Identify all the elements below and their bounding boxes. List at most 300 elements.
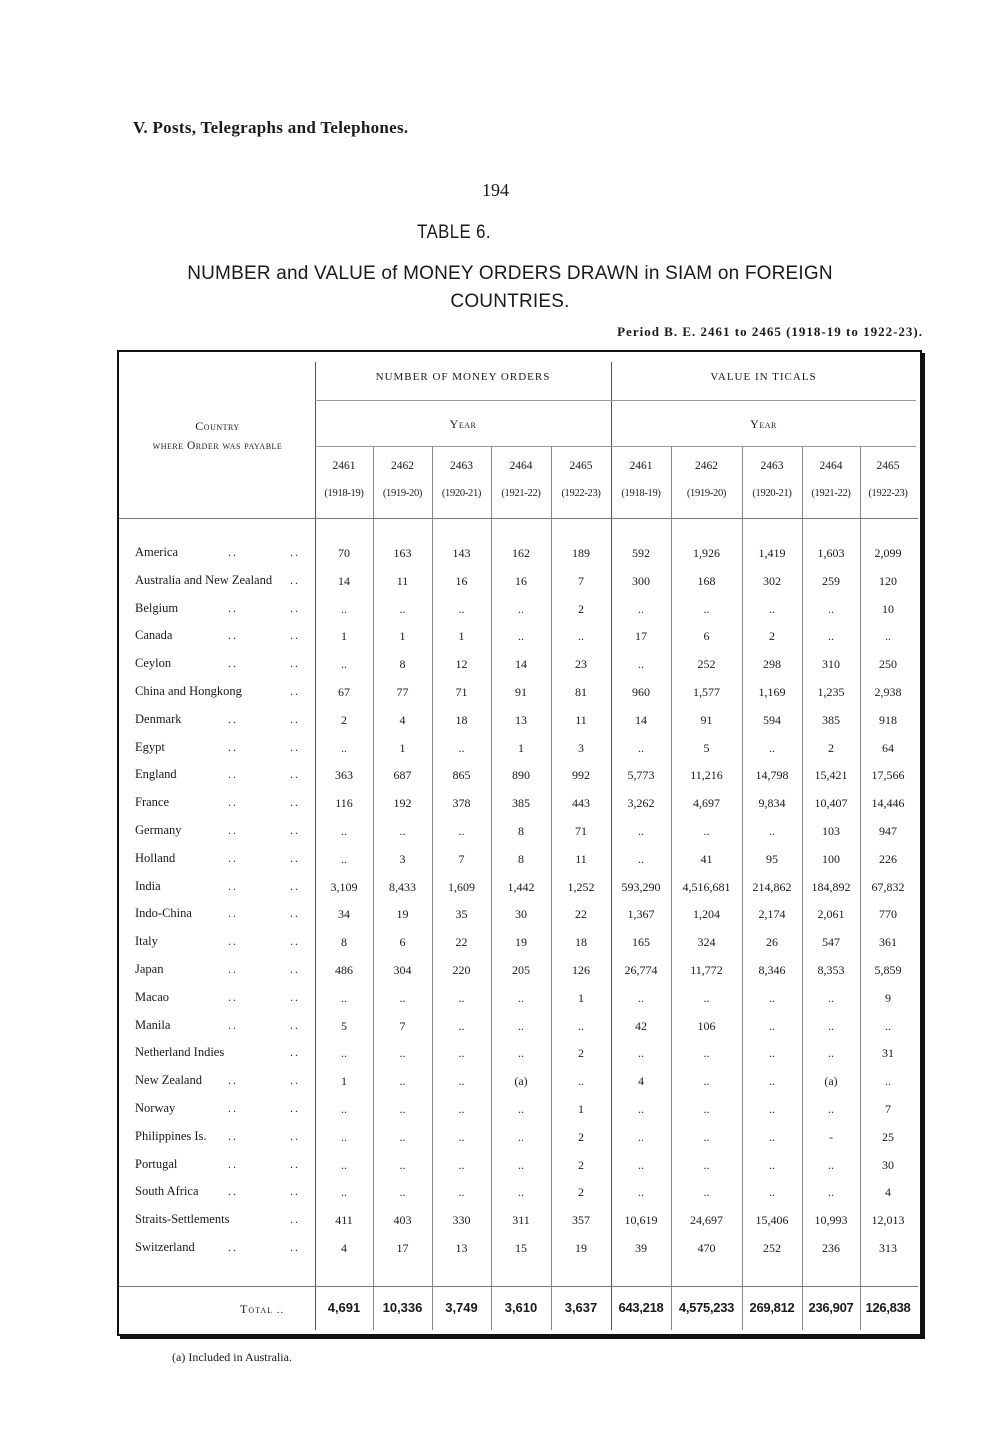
value-cell: 168 bbox=[697, 573, 716, 588]
row-country: New Zealand bbox=[135, 1073, 202, 1088]
value-cell: 1,603 bbox=[817, 546, 845, 560]
number-cell: .. bbox=[518, 629, 524, 644]
table-row bbox=[0, 851, 991, 879]
header-rule-bottom bbox=[119, 518, 918, 519]
number-cell: 8 bbox=[341, 935, 347, 950]
value-cell: 42 bbox=[635, 1018, 647, 1033]
number-cell: 443 bbox=[572, 796, 590, 811]
value-cell: 259 bbox=[822, 573, 840, 588]
header-rule-groups bbox=[315, 400, 916, 401]
number-cell: .. bbox=[518, 1018, 524, 1033]
row-leader-dots: .. bbox=[290, 1101, 300, 1115]
row-leader-dots: .. bbox=[290, 989, 300, 1004]
table-row bbox=[0, 990, 991, 1018]
value-cell: 5,773 bbox=[627, 768, 655, 783]
row-leader-dots: .. bbox=[228, 934, 238, 949]
total-rule bbox=[119, 1286, 918, 1287]
value-cell: 95 bbox=[766, 851, 778, 866]
row-leader-dots: .. bbox=[290, 767, 300, 782]
value-cell: 310 bbox=[822, 657, 840, 672]
value-cell: .. bbox=[703, 824, 710, 838]
period-header-number-2: (1919-20) bbox=[382, 488, 423, 499]
value-cell: .. bbox=[769, 1074, 775, 1089]
value-cell: 10,619 bbox=[624, 1213, 658, 1228]
number-cell: .. bbox=[578, 1018, 584, 1033]
number-cell: .. bbox=[518, 601, 524, 616]
number-cell: .. bbox=[341, 1129, 347, 1144]
table-row bbox=[0, 795, 991, 823]
country-header-line-1: Country bbox=[195, 419, 240, 433]
number-cell: 11 bbox=[396, 573, 409, 588]
value-cell: 100 bbox=[822, 851, 840, 866]
number-cell: 23 bbox=[575, 657, 587, 672]
year-header-number-1: 2461 bbox=[332, 460, 356, 472]
number-cell: .. bbox=[518, 1157, 524, 1172]
period-header-value-5: (1922-23) bbox=[868, 488, 908, 499]
table-row bbox=[0, 740, 991, 768]
year-header-value-5: 2465 bbox=[876, 460, 900, 472]
value-cell: 7 bbox=[885, 1102, 891, 1116]
row-country: Macao bbox=[135, 989, 170, 1004]
table-row bbox=[0, 684, 991, 712]
number-cell: .. bbox=[341, 740, 347, 755]
row-leader-dots: .. bbox=[290, 906, 300, 921]
row-leader-dots: .. bbox=[228, 545, 238, 559]
value-cell: 15,406 bbox=[755, 1213, 789, 1228]
total-value-cell: 643,218 bbox=[618, 1300, 664, 1315]
number-cell: .. bbox=[518, 1102, 524, 1116]
number-cell: 687 bbox=[393, 768, 412, 783]
value-cell: (a) bbox=[824, 1074, 838, 1089]
value-cell: 11,216 bbox=[690, 768, 723, 783]
value-cell: 2 bbox=[769, 629, 775, 644]
number-cell: .. bbox=[399, 601, 406, 616]
table-row bbox=[0, 1157, 991, 1185]
value-cell: 918 bbox=[879, 712, 897, 727]
number-cell: .. bbox=[518, 1046, 524, 1061]
number-cell: .. bbox=[458, 1074, 465, 1089]
number-cell: 67 bbox=[338, 685, 350, 699]
value-cell: .. bbox=[828, 1102, 834, 1116]
table-row bbox=[0, 1045, 991, 1073]
row-country: Norway bbox=[135, 1101, 176, 1115]
number-cell: .. bbox=[399, 1102, 406, 1116]
row-leader-dots: .. bbox=[290, 1212, 300, 1227]
value-cell: 165 bbox=[632, 935, 650, 950]
number-cell: .. bbox=[399, 1129, 406, 1144]
number-cell: 4 bbox=[341, 1241, 347, 1255]
total-leader-dots: .. bbox=[273, 1304, 285, 1316]
number-cell: 17 bbox=[396, 1241, 409, 1255]
number-cell: .. bbox=[341, 824, 347, 838]
value-group-header: VALUE IN TICALS bbox=[710, 371, 817, 383]
number-cell: .. bbox=[399, 824, 406, 838]
number-cell: .. bbox=[578, 629, 584, 644]
value-cell: 11,772 bbox=[690, 963, 723, 977]
value-cell: 250 bbox=[879, 657, 897, 672]
number-cell: 403 bbox=[393, 1213, 412, 1228]
number-cell: 2 bbox=[341, 712, 347, 727]
row-country: Indo-China bbox=[135, 906, 192, 921]
row-leader-dots: .. bbox=[228, 906, 238, 921]
value-cell: 214,862 bbox=[752, 879, 792, 894]
number-cell: .. bbox=[399, 1157, 406, 1172]
number-cell: 205 bbox=[512, 963, 530, 977]
total-number-cell: 3,610 bbox=[504, 1300, 538, 1315]
country-column-header bbox=[120, 416, 315, 456]
number-cell: (a) bbox=[514, 1074, 528, 1089]
header-rule-years bbox=[315, 446, 916, 447]
value-cell: 14 bbox=[635, 712, 647, 727]
value-cell: 770 bbox=[879, 907, 897, 922]
total-value-cell: 269,812 bbox=[749, 1300, 795, 1315]
total-label-text: Total bbox=[240, 1302, 274, 1316]
row-country: China and Hongkong bbox=[135, 684, 242, 698]
value-cell: .. bbox=[638, 657, 644, 672]
number-cell: .. bbox=[458, 824, 465, 838]
number-cell: .. bbox=[458, 1046, 465, 1061]
value-cell: 252 bbox=[697, 657, 716, 672]
value-cell: 592 bbox=[632, 546, 650, 560]
period-note: Period B. E. 2461 to 2465 (1918-19 to 1922-23). bbox=[617, 324, 923, 339]
value-cell: 10 bbox=[882, 601, 894, 616]
year-header-value-1: 2461 bbox=[629, 460, 653, 472]
number-cell: 357 bbox=[572, 1213, 590, 1228]
number-cell: 8 bbox=[399, 657, 406, 672]
value-cell: .. bbox=[769, 990, 775, 1005]
row-country: France bbox=[135, 795, 170, 810]
total-label bbox=[240, 1302, 284, 1317]
number-cell: 2 bbox=[578, 1129, 584, 1144]
value-year-label: Year bbox=[750, 417, 777, 431]
value-cell: 252 bbox=[763, 1241, 781, 1255]
row-country: Switzerland bbox=[135, 1240, 195, 1254]
table-row bbox=[0, 823, 991, 851]
number-cell: 34 bbox=[338, 907, 350, 922]
footnote: (a) Included in Australia. bbox=[172, 1350, 292, 1364]
total-number-cell: 4,691 bbox=[327, 1300, 361, 1315]
number-cell: .. bbox=[341, 1185, 347, 1200]
page-number: 194 bbox=[482, 180, 509, 200]
number-cell: 8,433 bbox=[389, 879, 416, 894]
row-country: Ceylon bbox=[135, 656, 172, 671]
number-cell: 865 bbox=[452, 768, 471, 783]
number-cell: 3 bbox=[578, 740, 584, 755]
row-leader-dots: .. bbox=[228, 600, 238, 615]
row-leader-dots: .. bbox=[228, 962, 238, 976]
value-cell: 31 bbox=[882, 1046, 894, 1061]
value-cell: 1,204 bbox=[693, 907, 720, 922]
row-leader-dots: .. bbox=[290, 1045, 300, 1060]
number-cell: 8 bbox=[518, 824, 524, 838]
number-cell: 1,609 bbox=[448, 879, 475, 894]
table-row bbox=[0, 934, 991, 962]
row-leader-dots: .. bbox=[290, 1240, 300, 1254]
row-country: Japan bbox=[135, 962, 164, 976]
table-row bbox=[0, 1073, 991, 1101]
table-heading bbox=[160, 260, 860, 316]
number-cell: 1 bbox=[399, 629, 406, 644]
row-country: India bbox=[135, 878, 161, 893]
number-cell: 1 bbox=[578, 990, 584, 1005]
value-cell: .. bbox=[828, 1157, 834, 1172]
value-cell: 10,993 bbox=[814, 1213, 848, 1228]
year-header-number-2: 2462 bbox=[391, 460, 414, 472]
number-cell: 6 bbox=[399, 935, 406, 950]
number-cell: 8 bbox=[518, 851, 524, 866]
value-cell: 67,832 bbox=[871, 879, 905, 894]
value-cell: 41 bbox=[700, 851, 713, 866]
value-cell: .. bbox=[769, 1185, 775, 1200]
value-cell: 1,235 bbox=[817, 685, 845, 699]
number-cell: 311 bbox=[512, 1213, 530, 1228]
value-cell: 2 bbox=[828, 740, 834, 755]
value-cell: 1,419 bbox=[758, 546, 786, 560]
value-cell: 302 bbox=[763, 573, 781, 588]
period-header-value-4: (1921-22) bbox=[811, 488, 851, 499]
number-cell: 7 bbox=[399, 1018, 406, 1033]
row-country: Germany bbox=[135, 823, 182, 837]
row-leader-dots: .. bbox=[228, 878, 238, 893]
number-cell: 1 bbox=[518, 740, 524, 755]
value-cell: 10,407 bbox=[814, 796, 848, 811]
number-cell: 91 bbox=[515, 685, 527, 699]
row-leader-dots: .. bbox=[290, 739, 300, 754]
number-cell: 18 bbox=[575, 935, 587, 950]
value-cell: .. bbox=[769, 1129, 775, 1144]
value-cell: .. bbox=[638, 1185, 644, 1200]
value-cell: 236 bbox=[822, 1241, 840, 1255]
value-cell: 8,353 bbox=[817, 963, 845, 977]
value-cell: 960 bbox=[632, 685, 650, 699]
table-row bbox=[0, 1018, 991, 1046]
value-cell: .. bbox=[703, 1046, 710, 1061]
country-header-line-2: where Order was payable bbox=[152, 440, 283, 452]
value-cell: 106 bbox=[697, 1018, 716, 1033]
row-leader-dots: .. bbox=[228, 823, 238, 837]
value-cell: .. bbox=[703, 1157, 710, 1172]
value-cell: .. bbox=[703, 1074, 710, 1089]
period-header-number-5: (1922-23) bbox=[561, 488, 601, 499]
number-cell: 890 bbox=[512, 768, 530, 783]
value-cell: 1,367 bbox=[627, 907, 655, 922]
row-leader-dots: .. bbox=[228, 850, 238, 865]
value-cell: 1,577 bbox=[693, 685, 720, 699]
value-cell: .. bbox=[638, 1046, 644, 1061]
value-cell: 2,938 bbox=[874, 685, 902, 699]
value-cell: .. bbox=[638, 1102, 644, 1116]
row-country: Holland bbox=[135, 850, 176, 865]
value-cell: 26,774 bbox=[624, 963, 658, 977]
table-row bbox=[0, 656, 991, 684]
row-leader-dots: .. bbox=[228, 1017, 238, 1032]
row-leader-dots: .. bbox=[228, 1240, 238, 1254]
value-cell: .. bbox=[769, 824, 775, 838]
row-leader-dots: .. bbox=[290, 962, 300, 976]
number-cell: 7 bbox=[458, 851, 465, 866]
number-cell: 1 bbox=[399, 740, 406, 755]
row-leader-dots: .. bbox=[290, 850, 300, 865]
value-cell: 14,446 bbox=[871, 796, 905, 811]
row-leader-dots: .. bbox=[290, 1128, 300, 1143]
number-cell: 5 bbox=[341, 1018, 347, 1033]
value-cell: 470 bbox=[697, 1241, 716, 1255]
section-title: V. Posts, Telegraphs and Telephones. bbox=[133, 118, 409, 137]
number-cell: 14 bbox=[338, 573, 350, 588]
value-cell: .. bbox=[769, 1102, 775, 1116]
number-cell: 3,109 bbox=[330, 879, 358, 894]
number-year-label: Year bbox=[449, 417, 477, 431]
value-cell: .. bbox=[769, 1046, 775, 1061]
number-cell: 1,442 bbox=[507, 879, 535, 894]
table-title: TABLE 6. bbox=[417, 222, 491, 243]
number-cell: 189 bbox=[572, 546, 590, 560]
row-leader-dots: .. bbox=[290, 684, 300, 698]
number-cell: 192 bbox=[393, 796, 412, 811]
number-cell: 16 bbox=[515, 573, 527, 588]
heading-line-1: NUMBER and VALUE of MONEY ORDERS DRAWN in SIAM on FOREIGN bbox=[187, 263, 833, 284]
total-value-cell: 126,838 bbox=[865, 1300, 911, 1315]
value-cell: .. bbox=[828, 601, 834, 616]
value-cell: 25 bbox=[882, 1129, 894, 1144]
value-cell: 547 bbox=[822, 935, 840, 950]
total-number-cell: 3,637 bbox=[564, 1300, 598, 1315]
number-cell: 35 bbox=[455, 907, 468, 922]
number-cell: 70 bbox=[338, 546, 350, 560]
number-cell: .. bbox=[518, 1185, 524, 1200]
row-leader-dots: .. bbox=[228, 1073, 238, 1088]
number-cell: 126 bbox=[572, 963, 590, 977]
row-leader-dots: .. bbox=[290, 656, 300, 671]
value-cell: 5,859 bbox=[874, 963, 902, 977]
row-leader-dots: .. bbox=[290, 545, 300, 559]
number-cell: 2 bbox=[578, 1046, 584, 1061]
row-leader-dots: .. bbox=[290, 823, 300, 837]
row-country: Egypt bbox=[135, 739, 165, 754]
number-cell: 13 bbox=[515, 712, 527, 727]
value-cell: .. bbox=[638, 851, 644, 866]
row-leader-dots: .. bbox=[290, 1017, 300, 1032]
value-cell: .. bbox=[703, 990, 710, 1005]
value-cell: .. bbox=[703, 1102, 710, 1116]
value-cell: .. bbox=[828, 1185, 834, 1200]
row-leader-dots: .. bbox=[228, 1128, 238, 1143]
value-cell: .. bbox=[638, 601, 644, 616]
number-cell: 2 bbox=[578, 601, 584, 616]
number-cell: 12 bbox=[455, 657, 468, 672]
number-cell: .. bbox=[458, 990, 465, 1005]
row-leader-dots: .. bbox=[228, 767, 238, 782]
number-cell: 3 bbox=[399, 851, 406, 866]
value-cell: .. bbox=[769, 601, 775, 616]
row-leader-dots: .. bbox=[228, 628, 238, 643]
number-cell: 13 bbox=[455, 1241, 468, 1255]
row-leader-dots: .. bbox=[290, 878, 300, 893]
number-cell: 2 bbox=[578, 1185, 584, 1200]
table-row bbox=[0, 906, 991, 934]
value-cell: 226 bbox=[879, 851, 897, 866]
number-cell: 2 bbox=[578, 1157, 584, 1172]
value-cell: 1,926 bbox=[693, 546, 720, 560]
number-cell: 18 bbox=[455, 712, 468, 727]
year-header-value-2: 2462 bbox=[695, 460, 718, 472]
value-cell: 594 bbox=[763, 712, 781, 727]
row-country: Italy bbox=[135, 934, 158, 949]
number-cell: 411 bbox=[335, 1213, 353, 1228]
number-cell: 19 bbox=[515, 935, 527, 950]
table-row bbox=[0, 1101, 991, 1129]
value-cell: .. bbox=[703, 601, 710, 616]
table-row bbox=[0, 712, 991, 740]
number-cell: 163 bbox=[393, 546, 412, 560]
number-cell: 71 bbox=[455, 685, 468, 699]
number-cell: 116 bbox=[335, 796, 353, 811]
value-cell: 64 bbox=[882, 740, 894, 755]
value-cell: 17,566 bbox=[871, 768, 905, 783]
number-cell: 486 bbox=[335, 963, 353, 977]
row-country: Australia and New Zealand bbox=[135, 572, 273, 587]
number-cell: 385 bbox=[512, 796, 530, 811]
value-cell: .. bbox=[638, 1129, 644, 1144]
table-row bbox=[0, 879, 991, 907]
value-cell: 4 bbox=[638, 1074, 644, 1089]
table-row bbox=[0, 573, 991, 601]
row-country: South Africa bbox=[135, 1184, 199, 1199]
number-cell: .. bbox=[399, 1046, 406, 1061]
value-cell: 17 bbox=[635, 629, 647, 644]
value-cell: 947 bbox=[879, 824, 897, 838]
number-cell: 19 bbox=[396, 907, 409, 922]
row-country: Manila bbox=[135, 1017, 171, 1032]
value-cell: 4 bbox=[885, 1185, 891, 1200]
value-cell: 120 bbox=[879, 573, 897, 588]
number-cell: 330 bbox=[452, 1213, 471, 1228]
value-cell: 14,798 bbox=[755, 768, 789, 783]
value-cell: 2,061 bbox=[817, 907, 845, 922]
number-cell: .. bbox=[458, 1102, 465, 1116]
value-cell: 8,346 bbox=[758, 963, 786, 977]
value-cell: 24,697 bbox=[690, 1213, 723, 1228]
number-cell: 22 bbox=[455, 935, 468, 950]
value-cell: 26 bbox=[766, 935, 778, 950]
number-cell: 71 bbox=[575, 824, 587, 838]
year-header-number-5: 2465 bbox=[569, 460, 593, 472]
value-cell: .. bbox=[828, 1018, 834, 1033]
value-cell: 300 bbox=[632, 573, 650, 588]
number-group-header: NUMBER OF MONEY ORDERS bbox=[375, 371, 551, 383]
number-cell: .. bbox=[458, 1185, 465, 1200]
total-number-cell: 10,336 bbox=[382, 1300, 423, 1315]
number-cell: 363 bbox=[335, 768, 353, 783]
number-cell: 4 bbox=[399, 712, 406, 727]
number-cell: .. bbox=[341, 990, 347, 1005]
number-cell: .. bbox=[458, 1129, 465, 1144]
table-row bbox=[0, 1184, 991, 1212]
number-cell: .. bbox=[458, 740, 465, 755]
value-cell: .. bbox=[769, 1018, 775, 1033]
number-cell: 81 bbox=[575, 685, 587, 699]
number-cell: 77 bbox=[396, 685, 409, 699]
table-row bbox=[0, 1240, 991, 1268]
number-cell: .. bbox=[341, 657, 347, 672]
number-cell: .. bbox=[341, 601, 347, 616]
number-cell: 992 bbox=[572, 768, 590, 783]
number-cell: 1 bbox=[341, 629, 347, 644]
year-header-number-3: 2463 bbox=[450, 460, 473, 472]
number-cell: .. bbox=[341, 1102, 347, 1116]
value-cell: - bbox=[829, 1129, 833, 1144]
value-cell: .. bbox=[769, 740, 775, 755]
